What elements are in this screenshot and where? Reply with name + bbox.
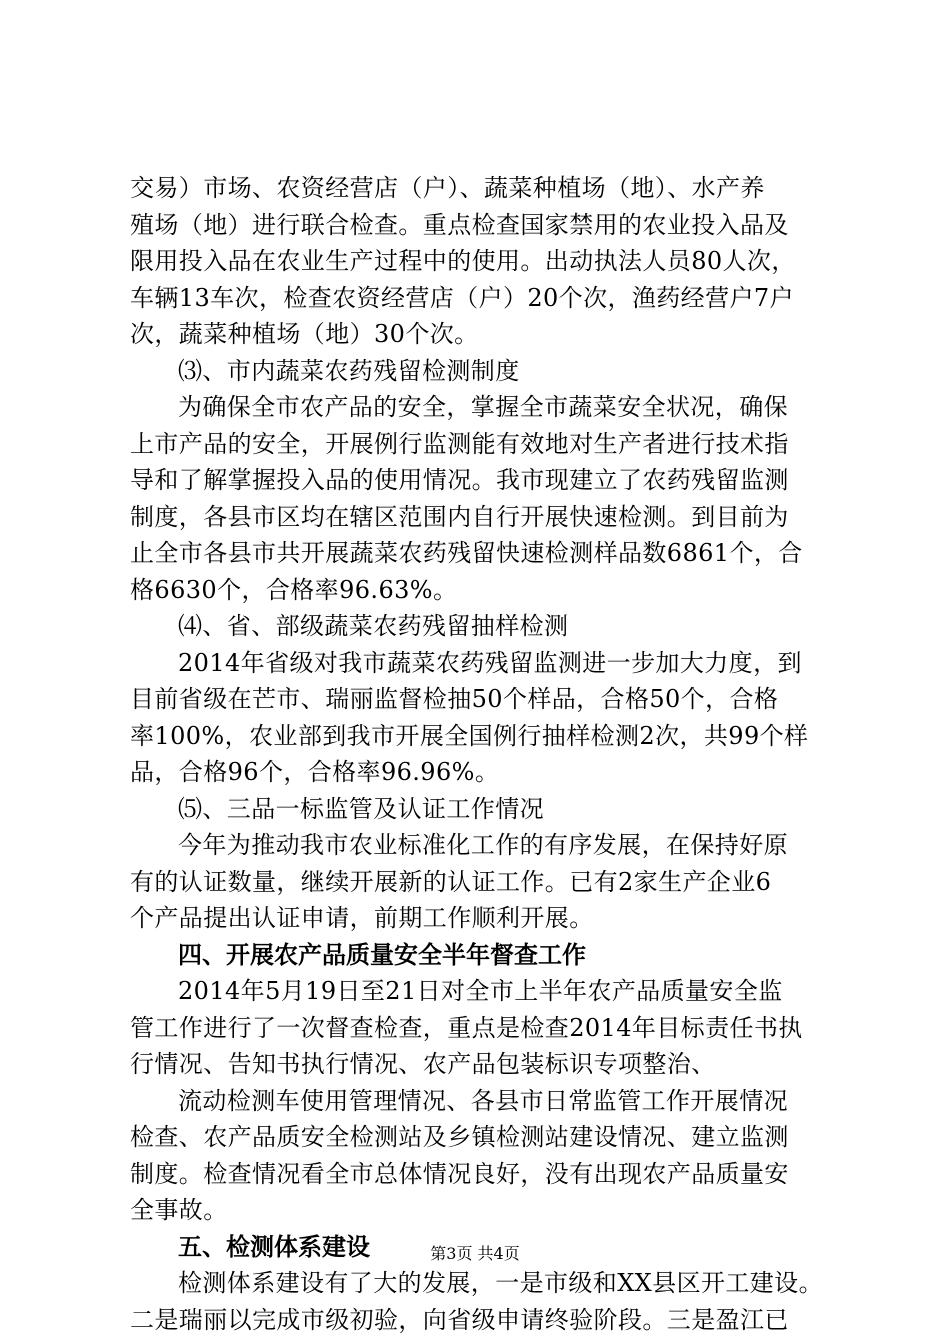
text-line: ⑷、省、部级蔬菜农药残留抽样检测 — [178, 612, 569, 640]
text-line: 二是瑞丽以完成市级初验，向省级申请终验阶段。三是盈江已 — [130, 1305, 789, 1334]
text-line: 有的认证数量，继续开展新的认证工作。已有2家生产企业6 — [130, 867, 772, 896]
text-line: 制度，各县市区均在辖区范围内自行开展快速检测。到目前为 — [130, 502, 789, 531]
section-heading: 四、开展农产品质量安全半年督查工作 — [178, 940, 586, 969]
text-line: ⑶、市内蔬菜农药残留检测制度 — [178, 356, 520, 385]
text-line: 检查、农产品质安全检测站及乡镇检测站建设情况、建立监测 — [130, 1123, 789, 1151]
text-line: 上市产品的安全，开展例行监测能有效地对生产者进行技术指 — [130, 429, 789, 458]
text-line: 全事故。 — [130, 1196, 228, 1224]
document-body — [130, 170, 830, 1338]
text-line: 个产品提出认证申请，前期工作顺利开展。 — [130, 904, 594, 932]
text-line: 为确保全市农产品的安全，掌握全市蔬菜安全状况，确保 — [178, 393, 788, 421]
text-line: 今年为推动我市农业标准化工作的有序发展，在保持好原 — [178, 831, 788, 859]
text-line: 行情况、告知书执行情况、农产品包装标识专项整治、 — [130, 1050, 716, 1078]
section-heading: 五、检测体系建设 — [178, 1232, 370, 1261]
text-line: 率100%，农业部到我市开展全国例行抽样检测2次，共99个样 — [130, 721, 809, 750]
text-line: 车辆13车次，检查农资经营店（户）20个次，渔药经营户7户 — [130, 283, 794, 312]
text-line: 检测体系建设有了大的发展，一是市级和XX县区开工建设。 — [178, 1269, 823, 1297]
text-line: 限用投入品在农业生产过程中的使用。出动执法人员80人次， — [130, 247, 796, 275]
text-line: 殖场（地）进行联合检查。重点检查国家禁用的农业投入品及 — [130, 210, 789, 239]
text-line: 格6630个，合格率96.63%。 — [130, 575, 458, 604]
text-line: 2014年5月19日至21日对全市上半年农产品质量安全监 — [178, 977, 783, 1005]
text-line: 交易）市场、农资经营店（户）、蔬菜种植场（地）、水产养 — [130, 174, 765, 202]
text-line: 品，合格96个，合格率96.96%。 — [130, 758, 500, 786]
text-line: ⑸、三品一标监管及认证工作情况 — [178, 794, 544, 823]
text-line: 2014年省级对我市蔬菜农药残留监测进一步加大力度，到 — [178, 648, 802, 677]
text-line: 管工作进行了一次督查检查，重点是检查2014年目标责任书执 — [130, 1013, 803, 1042]
text-line: 止全市各县市共开展蔬菜农药残留快速检测样品数6861个，合 — [130, 539, 803, 567]
text-line: 流动检测车使用管理情况、各县市日常监管工作开展情况 — [178, 1086, 788, 1115]
text-line: 导和了解掌握投入品的使用情况。我市现建立了农药残留监测 — [130, 466, 789, 494]
text-line: 制度。检查情况看全市总体情况良好，没有出现农产品质量安 — [130, 1159, 789, 1188]
text-line: 次，蔬菜种植场（地）30个次。 — [130, 320, 479, 348]
text-line: 目前省级在芒市、瑞丽监督检抽50个样品，合格50个，合格 — [130, 685, 779, 713]
page-footer: 第3页 共4页 — [430, 1244, 520, 1263]
